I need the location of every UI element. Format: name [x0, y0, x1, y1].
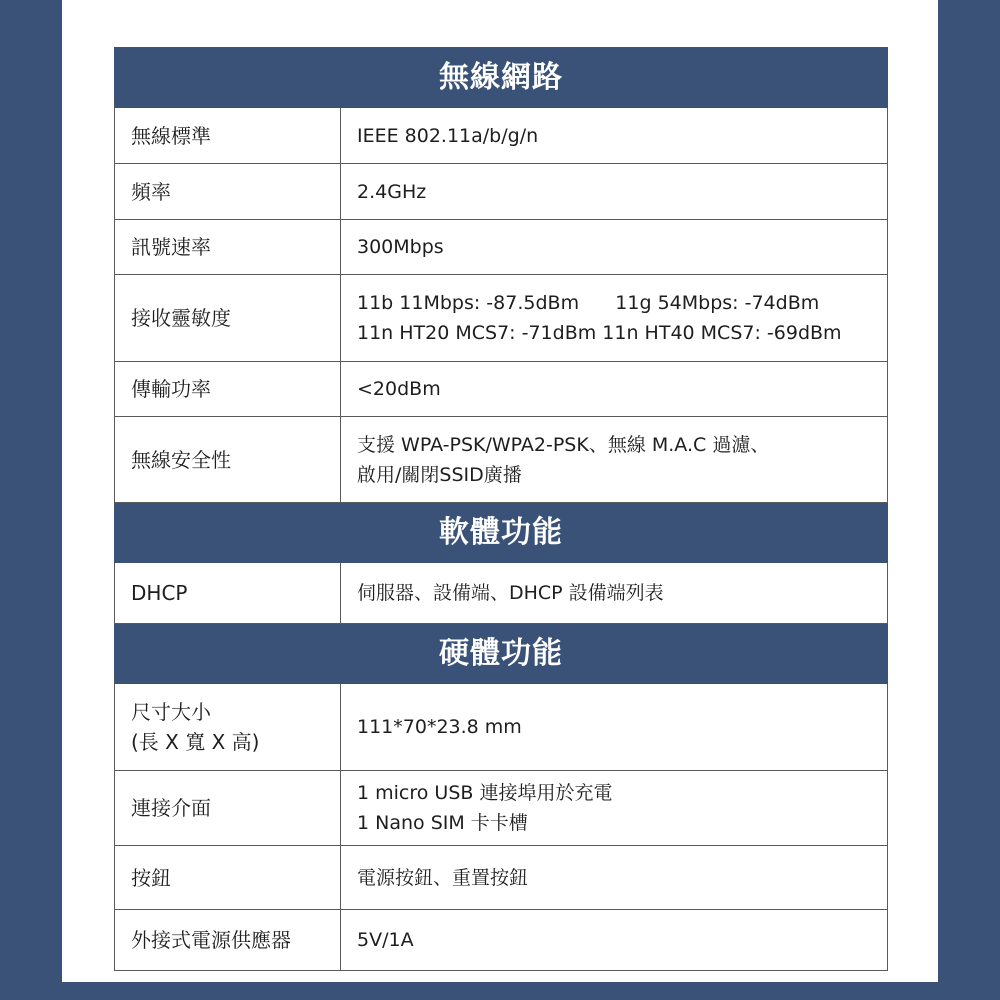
spec-value: 伺服器、設備端、DHCP 設備端列表: [341, 563, 888, 624]
spec-value: 電源按鈕、重置按鈕: [341, 846, 888, 910]
spec-value: <20dBm: [341, 362, 888, 417]
spec-value-line: 11n HT20 MCS7: -71dBm 11n HT40 MCS7: -69dBm: [357, 322, 842, 344]
spec-label-line: 尺寸大小: [131, 700, 211, 724]
spec-value: 300Mbps: [341, 220, 888, 275]
spec-value: [341, 275, 888, 362]
spec-label-line: (長 X 寬 X 高): [131, 730, 260, 754]
spec-label: 頻率: [115, 164, 341, 220]
spec-label: 訊號速率: [115, 220, 341, 275]
spec-label: 傳輸功率: [115, 362, 341, 417]
spec-label: 無線安全性: [115, 417, 341, 503]
spec-row-interface: [115, 771, 888, 846]
spec-label: 接收靈敏度: [115, 275, 341, 362]
spec-value-line: 啟用/關閉SSID廣播: [357, 463, 522, 486]
spec-value-line: 11b 11Mbps: -87.5dBm 11g 54Mbps: -74dBm: [357, 292, 820, 314]
section-header-hardware: [115, 624, 888, 684]
spec-label: 無線標準: [115, 108, 341, 164]
spec-label: 按鈕: [115, 846, 341, 910]
spec-row-frequency: [115, 164, 888, 220]
spec-label: 連接介面: [115, 771, 341, 846]
spec-value-line: 支援 WPA-PSK/WPA2-PSK、無線 M.A.C 過濾、: [357, 433, 770, 456]
spec-label: 外接式電源供應器: [115, 910, 341, 971]
spec-row-standard: [115, 108, 888, 164]
spec-label: [115, 684, 341, 771]
spec-row-speed: [115, 220, 888, 275]
spec-value-line: 1 Nano SIM 卡卡槽: [357, 812, 528, 834]
spec-value-line: 1 micro USB 連接埠用於充電: [357, 782, 613, 804]
spec-value: [341, 417, 888, 503]
section-title: 軟體功能: [115, 503, 888, 563]
spec-row-sensitivity: [115, 275, 888, 362]
spec-row-tx-power: [115, 362, 888, 417]
spec-row-size: [115, 684, 888, 771]
section-header-software: [115, 503, 888, 563]
spec-row-buttons: [115, 846, 888, 910]
spec-table: [114, 47, 888, 971]
spec-label: DHCP: [115, 563, 341, 624]
section-header-wireless: [115, 48, 888, 108]
spec-row-security: [115, 417, 888, 503]
spec-value: [341, 771, 888, 846]
section-title: 硬體功能: [115, 624, 888, 684]
spec-value: 5V/1A: [341, 910, 888, 971]
spec-row-power-adapter: [115, 910, 888, 971]
spec-value: 111*70*23.8 mm: [341, 684, 888, 771]
spec-value: IEEE 802.11a/b/g/n: [341, 108, 888, 164]
spec-row-dhcp: [115, 563, 888, 624]
spec-value: 2.4GHz: [341, 164, 888, 220]
section-title: 無線網路: [115, 48, 888, 108]
